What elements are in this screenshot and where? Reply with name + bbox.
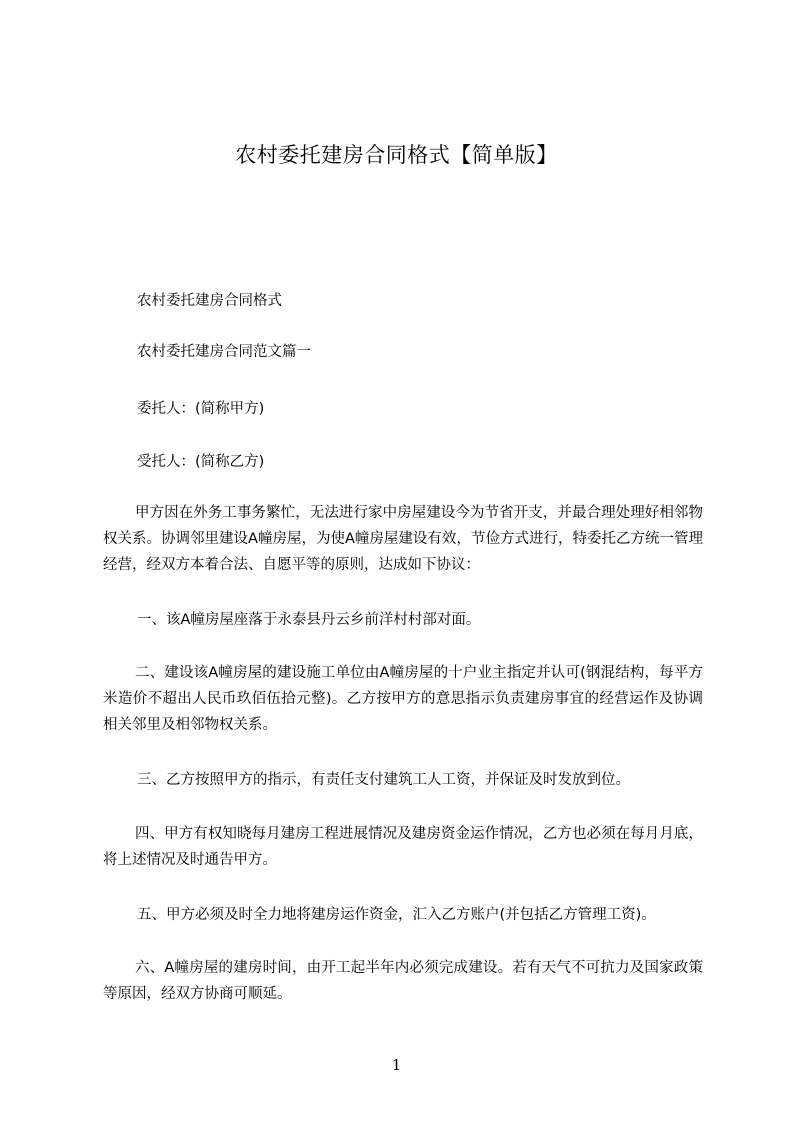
party-client-line: 委托人：(简称甲方) [137,401,265,417]
clause-two: 二、建设该A幢房屋的建设施工单位由A幢房屋的十户业主指定并认可(钢混结构，每平方米造价不超出人民币玖佰伍拾元整)。乙方按甲方的意思指示负责建房事宜的经营运作及协调相关邻里及相邻物权关系。 [103,665,703,733]
page-number: 1 [391,1056,402,1074]
document-title: 农村委托建房合同格式【简单版】 [235,143,558,167]
party-trustee-line: 受托人：(简称乙方) [137,454,265,470]
clause-four: 四、甲方有权知晓每月建房工程进展情况及建房资金运作情况，乙方也必须在每月月底，将上述情况及时通告甲方。 [103,826,703,868]
clause-three: 三、乙方按照甲方的指示，有责任支付建筑工人工资，并保证及时发放到位。 [137,772,630,788]
heading-sample-one: 农村委托建房合同范文篇一 [137,344,311,360]
heading-contract-format: 农村委托建房合同格式 [137,293,282,309]
clause-five: 五、甲方必须及时全力地将建房运作资金，汇入乙方账户(并包括乙方管理工资)。 [137,907,656,923]
intro-paragraph: 甲方因在外务工事务繁忙，无法进行家中房屋建设今为节省开支，并最合理处理好相邻物权关系。协调邻里建设A幢房屋，为使A幢房屋建设有效，节俭方式进行，特委托乙方统一管理经营，经双方本着合法、自愿平等的原则，达成如下协议： [103,505,703,573]
clause-one: 一、该A幢房屋座落于永泰县丹云乡前洋村村部对面。 [137,612,481,628]
clause-six: 六、A幢房屋的建房时间，由开工起半年内必须完成建设。若有天气不可抗力及国家政策等原因，经双方协商可顺延。 [103,960,703,1002]
